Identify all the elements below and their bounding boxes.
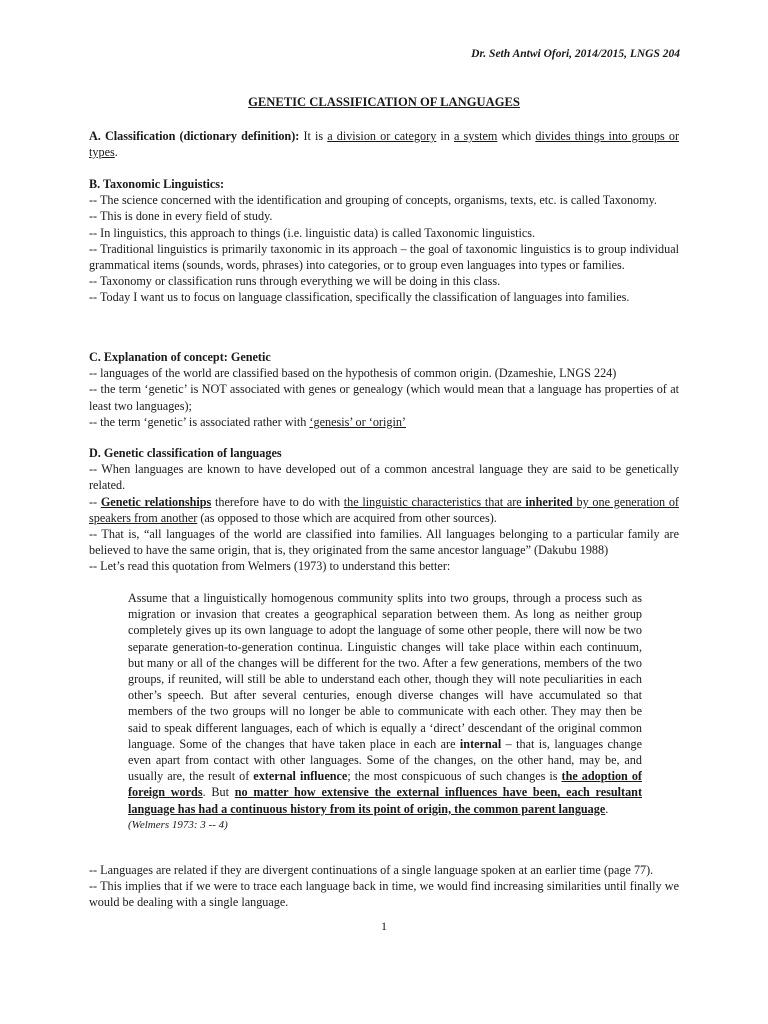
page-header: Dr. Seth Antwi Ofori, 2014/2015, LNGS 204	[471, 48, 680, 60]
section-d-line: -- When languages are known to have developed out of a common ancestral language they are said to be genetically related.	[89, 462, 679, 493]
text-run: . But	[202, 785, 235, 800]
text-run: --	[89, 494, 101, 509]
section-b-line: -- Traditional linguistics is primarily taxonomic in its approach – the goal of taxonomic linguistics is to group individual grammatical items (sounds, words, phrases) into categories, or to group even languages into types or families.	[89, 241, 679, 273]
text-run: It is	[299, 129, 328, 143]
bold-underlined-text: no matter how extensive the external influences have been, each resultant language has had a continuous history from its point of origin, the common parent language	[128, 785, 643, 816]
text-run: Assume that a linguistically homogenous community splits into two groups, through a process such as migration or invasion that creates a geographical separation between them. As long as neither group completely gives up its own language to adopt the language of some other people, there will now be two separate generation-to-generation continua. Linguistic changes will take place within each continuum, but many or all of the changes will be different for the two. After a few generations, members of the two groups, if reunited, will still be able to understand each other, though they will note peculiarities in each other’s speech. But after several centuries, enough diverse changes will have accumulated so that members of the two groups will no longer be able to communicate with each other. They may then be said to speak different languages, each of which is equally a ‘direct’ descendant of the original common language. Some of the changes that have taken place in each are	[128, 591, 642, 751]
underlined-text: the linguistic characteristics that are	[343, 494, 526, 509]
section-d-line: -- That is, “all languages of the world are classified into families. All languages belonging to a particular family are believed to have the same origin, that is, they originated from the same ancestor language” (Dakubu 1988)	[89, 527, 679, 558]
text-run: – that is, languages change even apart from contact with other languages. Some of the changes, on the other hand, may be, and usually are, the result of	[128, 736, 642, 784]
text-run: .	[605, 801, 609, 816]
page-number: 1	[381, 919, 387, 933]
closing-section	[89, 862, 679, 911]
section-b-line: -- The science concerned with the identification and grouping of concepts, organisms, texts, etc. is called Taxonomy.	[89, 193, 657, 208]
quote-paragraph	[128, 590, 642, 817]
block-quote	[128, 590, 642, 833]
underlined-text: ‘genesis’ or ‘origin’	[309, 414, 406, 429]
section-b	[89, 176, 679, 306]
bold-underlined-text: Genetic relationships	[100, 494, 212, 509]
text-run: which	[497, 129, 536, 143]
text-run: .	[114, 145, 118, 160]
section-a-paragraph	[89, 128, 679, 160]
underlined-text: a system	[454, 129, 498, 143]
section-b-line: -- This is done in every field of study.	[89, 209, 273, 224]
text-run: ; the most conspicuous of such changes is	[347, 769, 562, 784]
bold-underlined-text: the adoption of foreign words	[128, 769, 642, 800]
text-run: in	[436, 129, 454, 143]
closing-line: -- This implies that if we were to trace each language back in time, we would find increasing similarities until finally we would be dealing with a single language.	[89, 879, 679, 910]
section-d-line	[89, 494, 679, 526]
page-title: GENETIC CLASSIFICATION OF LANGUAGES	[248, 95, 520, 109]
section-d-heading: D. Genetic classification of languages	[89, 446, 282, 460]
underlined-text: a division or category	[327, 129, 437, 143]
text-run: (as opposed to those which are acquired from other sources).	[197, 510, 497, 525]
section-a-heading: A. Classification (dictionary definition):	[89, 129, 300, 143]
bold-text: external influence	[253, 769, 348, 784]
section-b-line: -- In linguistics, this approach to things (i.e. linguistic data) is called Taxonomic linguistics.	[89, 225, 536, 240]
section-c-line: -- the term ‘genetic’ is NOT associated with genes or genealogy (which would mean that a language has properties of at least two languages);	[89, 382, 679, 413]
text-run: -- the term ‘genetic’ is associated rather with	[89, 414, 310, 429]
section-d-line: -- Let’s read this quotation from Welmers (1973) to understand this better:	[89, 559, 451, 574]
section-b-line: -- Taxonomy or classification runs through everything we will be doing in this class.	[89, 274, 501, 289]
section-c-line: -- languages of the world are classified based on the hypothesis of common origin. (Dzameshie, LNGS 224)	[89, 366, 617, 381]
underlined-text: by one generation of speakers from another	[89, 494, 679, 525]
section-c-line	[89, 414, 679, 430]
bold-underlined-text: inherited	[525, 494, 573, 509]
closing-line: -- Languages are related if they are divergent continuations of a single language spoken at an earlier time (page 77).	[89, 863, 654, 877]
section-d	[89, 445, 679, 575]
section-a	[89, 128, 679, 160]
quote-citation: (Welmers 1973: 3 -- 4)	[128, 818, 228, 831]
section-c-heading: C. Explanation of concept: Genetic	[89, 350, 271, 364]
bold-text: internal	[459, 736, 502, 751]
section-b-line: -- Today I want us to focus on language classification, specifically the classification of languages into families.	[89, 290, 630, 305]
section-b-heading: B. Taxonomic Linguistics:	[89, 177, 225, 191]
text-run: therefore have to do with	[211, 494, 344, 509]
underlined-text: divides things into groups or types	[89, 129, 680, 160]
section-c	[89, 349, 679, 430]
